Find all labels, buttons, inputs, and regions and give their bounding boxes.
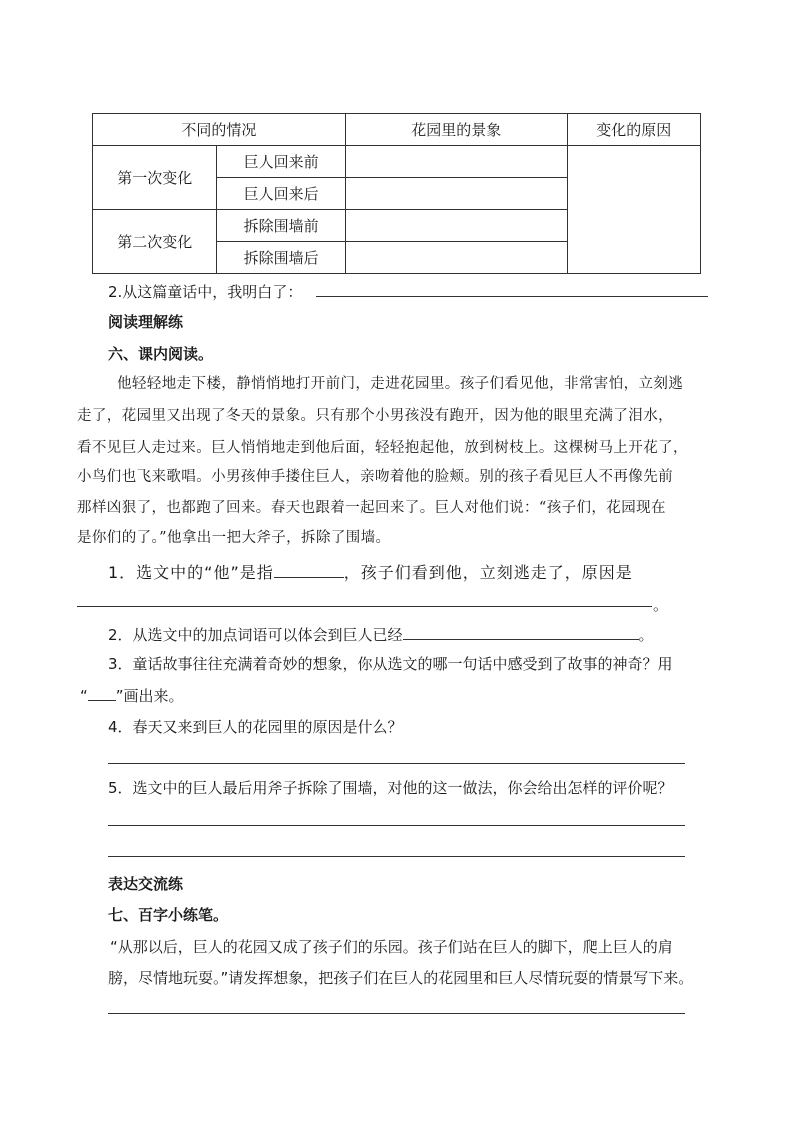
question-4: 4．春天又来到巨人的花园里的原因是什么？ xyxy=(108,718,403,736)
header-garden-scene: 花园里的景象 xyxy=(345,114,567,146)
question-1-end: 。 xyxy=(653,596,669,614)
answer-cell-scene[interactable] xyxy=(345,146,567,178)
answer-blank[interactable] xyxy=(403,623,639,640)
question-1 xyxy=(108,561,633,584)
answer-line[interactable] xyxy=(108,763,685,764)
question-2-text: 2．从选文中的加点词语可以体会到巨人已经 xyxy=(108,626,403,644)
question-2 xyxy=(108,623,654,646)
row-label: 拆除围墙前 xyxy=(217,210,345,242)
answer-line[interactable] xyxy=(108,825,685,826)
answer-line[interactable] xyxy=(108,1013,685,1014)
prompt7-line: “从那以后，巨人的花园又成了孩子们的乐园。孩子们站在巨人的脚下，爬上巨人的肩 xyxy=(110,938,673,956)
header-reason: 变化的原因 xyxy=(567,114,700,146)
section6-title: 六、课内阅读。 xyxy=(108,345,214,363)
passage-line: 那样凶狠了，也都跑了回来。春天也跟着一起回来了。巨人对他们说：“孩子们，花园现在 xyxy=(77,500,666,516)
quote-close-text: ”画出来。 xyxy=(115,687,184,705)
row-label: 巨人回来前 xyxy=(217,146,345,178)
row-label: 巨人回来后 xyxy=(217,178,345,210)
question-1-text-a: 1．选文中的“他”是指 xyxy=(108,563,274,582)
answer-blank[interactable] xyxy=(274,561,344,578)
answer-line[interactable] xyxy=(108,856,685,857)
comparison-table xyxy=(92,113,701,274)
section7-title: 七、百字小练笔。 xyxy=(108,906,229,924)
answer-line[interactable] xyxy=(316,296,708,297)
answer-cell-scene[interactable] xyxy=(345,210,567,242)
passage-line: 小鸟们也飞来歌唱。小男孩伸手搂住巨人，亲吻着他的脸颊。别的孩子看见巨人不再像先前 xyxy=(77,469,673,485)
answer-line[interactable] xyxy=(77,606,652,607)
question-3-line2 xyxy=(80,684,184,707)
passage-line: 他轻轻地走下楼，静悄悄地打开前门，走进花园里。孩子们看见他，非常害怕，立刻逃 xyxy=(117,376,684,392)
header-situation: 不同的情况 xyxy=(93,114,346,146)
section-express-heading: 表达交流练 xyxy=(108,875,184,893)
quote-open: “ xyxy=(80,687,88,705)
group-label-first: 第一次变化 xyxy=(93,146,217,210)
answer-cell-scene[interactable] xyxy=(345,178,567,210)
underline-sample xyxy=(88,684,116,701)
question-5: 5．选文中的巨人最后用斧子拆除了围墙，对他的这一做法，你会给出怎样的评价呢？ xyxy=(108,779,673,797)
question-3-line1: 3．童话故事往往充满着奇妙的想象，你从选文的哪一句话中感受到了故事的神奇？用 xyxy=(108,655,673,673)
answer-cell-scene[interactable] xyxy=(345,242,567,274)
question-learned: 2.从这篇童话中，我明白了： xyxy=(108,283,303,301)
passage-line: 看不见巨人走过来。巨人悄悄地走到他后面，轻轻抱起他，放到树枝上。这棵树马上开花了， xyxy=(77,440,688,456)
group-label-second: 第二次变化 xyxy=(93,210,217,274)
answer-cell-reason[interactable] xyxy=(567,146,700,274)
passage-line: 是你们的了。”他拿出一把大斧子，拆除了围墙。 xyxy=(77,530,391,546)
question-2-end: 。 xyxy=(638,626,654,644)
passage-line: 走了，花园里又出现了冬天的景象。只有那个小男孩没有跑开，因为他的眼里充满了泪水， xyxy=(77,408,673,424)
prompt7-line: 膀，尽情地玩耍。”请发挥想象，把孩子们在巨人的花园里和巨人尽情玩耍的情景写下来。 xyxy=(108,969,694,987)
section-reading-heading: 阅读理解练 xyxy=(108,313,184,331)
row-label: 拆除围墙后 xyxy=(217,242,345,274)
question-1-text-b: ，孩子们看到他，立刻逃走了，原因是 xyxy=(343,563,633,582)
